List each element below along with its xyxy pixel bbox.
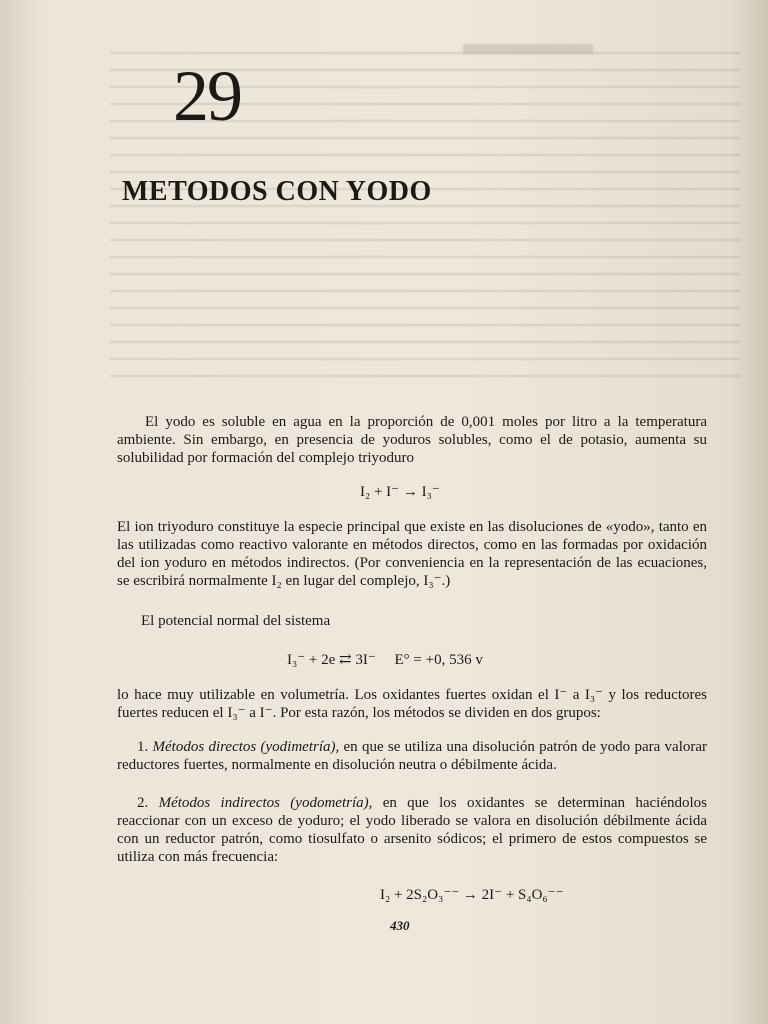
equation-triiodide-formation: I₂ + I⁻ → I₃⁻ <box>360 484 440 500</box>
bleed-through-header <box>463 44 593 54</box>
term-direct-methods: Métodos directos (yodimetría) <box>152 739 336 755</box>
paragraph-potential: El potencial normal del sistema <box>141 613 331 629</box>
equation-thiosulfate: I₂ + 2S₂O₃⁻⁻ → 2I⁻ + S₄O₆⁻⁻ <box>380 887 564 903</box>
term-indirect-methods: Métodos indirectos (yodometría) <box>158 795 369 811</box>
paragraph-volumetry: lo hace muy utilizable en volumetría. Los oxidantes fuertes oxidan el I⁻ a I₃⁻ y los reductores fuertes reducen el I₃⁻ a I⁻. Por esta razón, los métodos se dividen en dos grupos: <box>117 687 707 721</box>
chapter-title: METODOS CON YODO <box>122 176 432 207</box>
page-number: 430 <box>390 918 410 933</box>
list-number: 1. <box>137 739 153 755</box>
list-item-indirect-methods <box>117 794 707 866</box>
list-text: , en que se utiliza una disolución patrón de yodo para valorar reductores fuertes, normalmente en disolución neutra o débilmente ácida. <box>117 739 708 773</box>
list-number: 2. <box>137 795 159 811</box>
paragraph-intro: El yodo es soluble en agua en la proporción de 0,001 moles por litro a la temperatura ambiente. Sin embargo, en presencia de yoduros solubles, como el de potasio, aumenta su solubilidad por formación del complejo triyoduro <box>117 414 707 466</box>
paragraph-triiodide: El ion triyoduro constituye la especie principal que existe en las disoluciones de «yodo», tanto en las utilizadas como reactivo valorante en métodos directos, como en las formadas por oxidación del ion yoduro en métodos indirectos. (Por conveniencia en la representación de las ecuaciones, se escribirá normalmente I₂ en lugar del complejo, I₃⁻.) <box>117 519 707 589</box>
equation-standard-potential: I₃⁻ + 2e ⇄ 3I⁻ E° = +0, 536 v <box>287 652 483 668</box>
chapter-number: 29 <box>173 56 241 136</box>
list-item-direct-methods <box>117 738 707 774</box>
list-text: , en que los oxidantes se determinan haciéndolos reaccionar con un exceso de yoduro; el yodo liberado se valora en disolución débilmente ácida con un reductor patrón, como tiosulfato o arsenito sódicos; el primero de estos compuestos se utiliza con más frecuencia: <box>117 795 708 865</box>
